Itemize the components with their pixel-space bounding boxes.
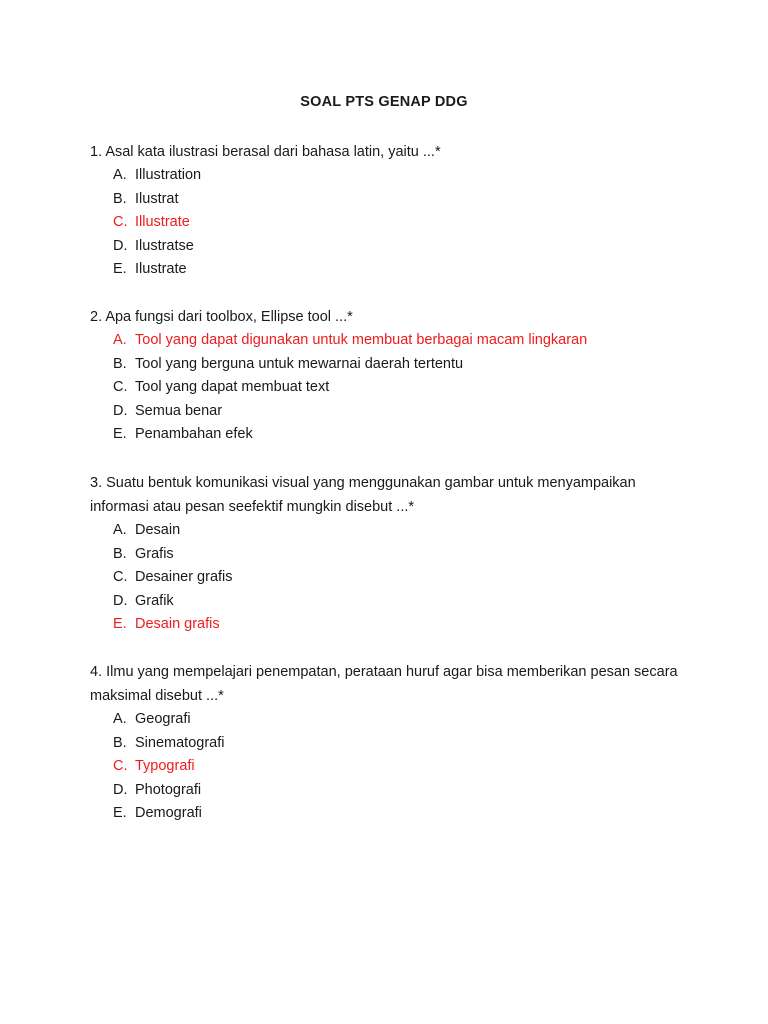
option-letter: D. bbox=[113, 402, 128, 419]
option-letter: A. bbox=[113, 522, 127, 538]
option-list bbox=[90, 708, 680, 826]
option-a bbox=[113, 519, 680, 543]
option-letter: E. bbox=[113, 261, 127, 278]
option-b bbox=[113, 188, 680, 212]
option-c-correct bbox=[113, 211, 680, 235]
option-text: Ilustrate bbox=[135, 261, 187, 278]
option-list bbox=[90, 519, 680, 637]
option-text: Ilustrat bbox=[135, 190, 179, 207]
option-text: Geografi bbox=[135, 711, 191, 727]
option-letter: D. bbox=[113, 781, 128, 798]
option-text: Demografi bbox=[135, 805, 202, 822]
option-letter: E. bbox=[113, 426, 127, 443]
option-letter: A. bbox=[113, 167, 127, 183]
option-text: Grafik bbox=[135, 592, 174, 609]
question-1 bbox=[90, 140, 680, 282]
option-a bbox=[113, 708, 680, 732]
option-text: Penambahan efek bbox=[135, 426, 253, 443]
document-title: SOAL PTS GENAP DDG bbox=[300, 94, 468, 110]
option-text: Grafis bbox=[135, 545, 174, 562]
option-list bbox=[90, 164, 680, 282]
option-e bbox=[113, 423, 680, 447]
option-list bbox=[90, 329, 680, 447]
option-letter: A. bbox=[113, 711, 127, 727]
option-c-correct bbox=[113, 755, 680, 779]
option-letter: E. bbox=[113, 616, 127, 633]
option-letter: C. bbox=[113, 569, 128, 586]
option-d bbox=[113, 400, 680, 424]
option-c bbox=[113, 566, 680, 590]
option-e bbox=[113, 258, 680, 282]
option-b bbox=[113, 353, 680, 377]
option-letter: B. bbox=[113, 545, 127, 562]
option-text: Tool yang berguna untuk mewarnai daerah tertentu bbox=[135, 355, 464, 372]
option-text: Tool yang dapat membuat text bbox=[135, 379, 330, 396]
option-text: Tool yang dapat digunakan untuk membuat berbagai macam lingkaran bbox=[135, 332, 588, 348]
option-d bbox=[113, 235, 680, 259]
option-letter: B. bbox=[113, 190, 127, 207]
question-text: 4. Ilmu yang mempelajari penempatan, perataan huruf agar bisa memberikan pesan secara maksimal disebut ...* bbox=[90, 664, 678, 704]
option-text: Typografi bbox=[135, 758, 195, 775]
option-text: Sinematografi bbox=[135, 734, 225, 751]
option-letter: C. bbox=[113, 379, 128, 396]
question-4 bbox=[90, 660, 680, 826]
option-letter: B. bbox=[113, 734, 127, 751]
option-text: Illustrate bbox=[135, 214, 190, 231]
question-text: 1. Asal kata ilustrasi berasal dari bahasa latin, yaitu ...* bbox=[90, 144, 441, 160]
option-letter: D. bbox=[113, 592, 128, 609]
option-text: Desainer grafis bbox=[135, 569, 233, 586]
option-e-correct bbox=[113, 613, 680, 637]
option-text: Desain bbox=[135, 522, 181, 538]
question-3 bbox=[90, 471, 680, 637]
option-b bbox=[113, 543, 680, 567]
option-text: Illustration bbox=[135, 167, 202, 183]
option-letter: B. bbox=[113, 355, 127, 372]
option-text: Ilustratse bbox=[135, 237, 194, 254]
question-2 bbox=[90, 305, 680, 447]
option-text: Desain grafis bbox=[135, 616, 220, 633]
option-text: Photografi bbox=[135, 781, 202, 798]
option-d bbox=[113, 590, 680, 614]
option-c bbox=[113, 376, 680, 400]
option-letter: C. bbox=[113, 214, 128, 231]
question-text: 3. Suatu bentuk komunikasi visual yang menggunakan gambar untuk menyampaikan informasi atau pesan seefektif mungkin disebut ...* bbox=[90, 475, 636, 515]
option-letter: D. bbox=[113, 237, 128, 254]
option-e bbox=[113, 802, 680, 826]
option-letter: A. bbox=[113, 332, 127, 348]
option-a-correct bbox=[113, 329, 680, 353]
option-a bbox=[113, 164, 680, 188]
option-letter: C. bbox=[113, 758, 128, 775]
option-text: Semua benar bbox=[135, 402, 223, 419]
option-d bbox=[113, 779, 680, 803]
question-text: 2. Apa fungsi dari toolbox, Ellipse tool ...* bbox=[90, 309, 353, 325]
option-b bbox=[113, 732, 680, 756]
option-letter: E. bbox=[113, 805, 127, 822]
